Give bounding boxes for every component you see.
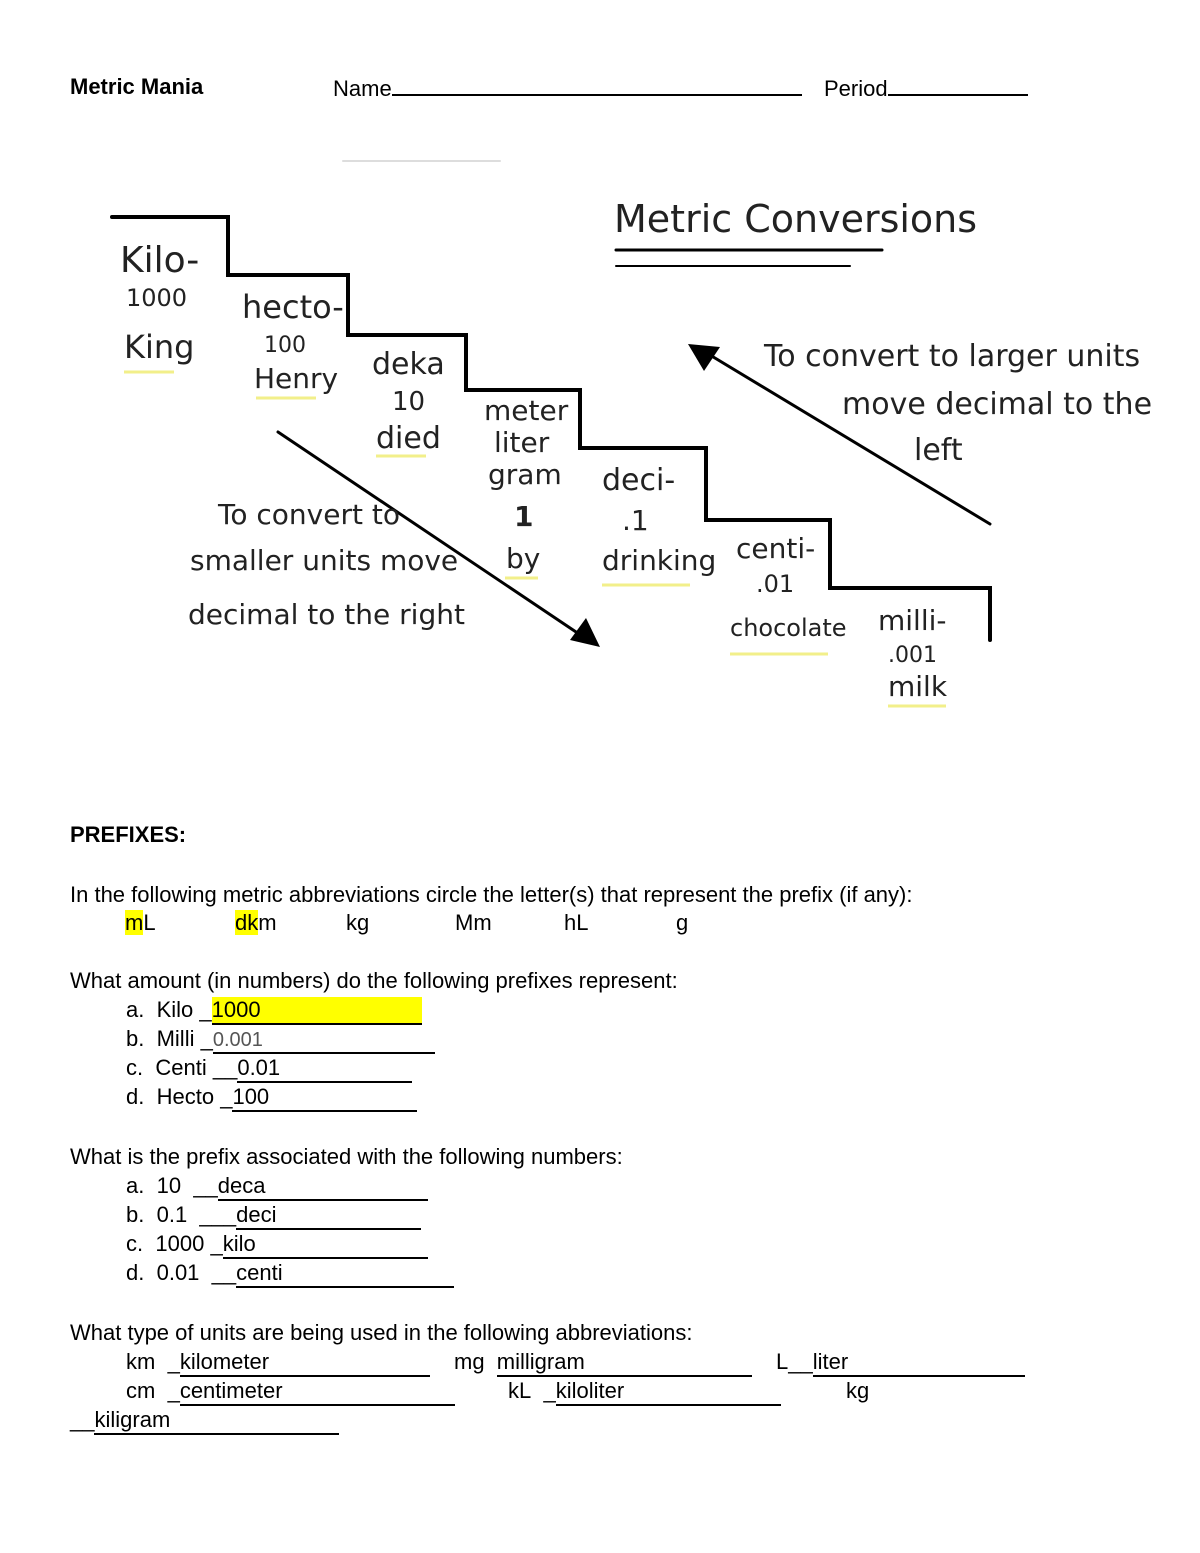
q4-item: mg milligram — [454, 1349, 752, 1377]
abbr-item[interactable]: hL — [564, 910, 589, 935]
abbr-item[interactable]: g — [676, 910, 689, 935]
abbr-item[interactable]: mL — [125, 910, 156, 935]
abbr-item[interactable]: Mm — [455, 910, 492, 935]
q3-item: b. 0.1 ___deci — [126, 1202, 421, 1230]
q2-item: c. Centi __0.01 — [126, 1055, 412, 1083]
q3-item: a. 10 __deca — [126, 1173, 428, 1201]
abbr-item[interactable]: kg — [346, 910, 370, 935]
step-kilo-number: 1000 — [126, 284, 188, 312]
step-deka-prefix: deka — [372, 347, 445, 382]
answer-milli[interactable]: 0.001 — [213, 1029, 435, 1054]
abbr-item[interactable]: dkm — [235, 910, 277, 935]
section-heading: PREFIXES: — [70, 822, 187, 847]
q1-abbreviation-list — [0, 910, 1200, 940]
left-note-line-3: decimal to the right — [188, 598, 465, 631]
q4-abbr-kg: kg — [846, 1378, 870, 1403]
step-kilo-prefix: Kilo- — [120, 240, 200, 281]
answer-10[interactable]: deca — [218, 1173, 428, 1201]
step-deci-mnemonic: drinking — [602, 544, 717, 577]
q2-item: b. Milli _0.001 — [126, 1026, 435, 1054]
step-milli-prefix: milli- — [878, 604, 947, 637]
answer-mg[interactable]: milligram — [497, 1349, 752, 1377]
step-hecto-mnemonic: Henry — [254, 362, 339, 395]
answer-kilo[interactable]: 1000 — [212, 997, 422, 1025]
step-centi-number: .01 — [756, 570, 795, 598]
step-deci-prefix: deci- — [602, 463, 676, 498]
answer-0-01[interactable]: centi — [236, 1260, 454, 1288]
worksheet-title: Metric Mania — [70, 74, 204, 99]
step-centi-mnemonic: chocolate — [730, 614, 847, 642]
step-milli-mnemonic: milk — [888, 670, 948, 703]
q4-item: cm _centimeter — [126, 1378, 455, 1406]
answer-hecto[interactable]: 100 — [232, 1084, 417, 1112]
period-blank[interactable] — [888, 74, 1028, 96]
answer-centi[interactable]: 0.01 — [237, 1055, 412, 1083]
metric-staircase-diagram — [0, 140, 1200, 740]
left-note-line-2: smaller units move — [190, 544, 459, 577]
q4-item: km _kilometer — [126, 1349, 430, 1377]
q2-prompt: What amount (in numbers) do the following prefixes represent: — [70, 968, 678, 993]
right-note-line-3: left — [914, 433, 963, 468]
step-base-liter: liter — [494, 426, 550, 459]
answer-L[interactable]: liter — [813, 1349, 1025, 1377]
q2-item: d. Hecto _100 — [126, 1084, 417, 1112]
q4-prompt: What type of units are being used in the following abbreviations: — [70, 1320, 693, 1345]
step-milli-number: .001 — [888, 643, 937, 668]
answer-0-1[interactable]: deci — [236, 1202, 421, 1230]
answer-km[interactable]: kilometer — [180, 1349, 430, 1377]
step-hecto-number: 100 — [264, 333, 306, 358]
step-base-meter: meter — [484, 394, 569, 427]
step-deka-mnemonic: died — [376, 421, 441, 456]
period-field[interactable] — [824, 74, 1028, 102]
name-blank[interactable] — [392, 74, 802, 96]
q3-item: c. 1000 _kilo — [126, 1231, 428, 1259]
answer-1000[interactable]: kilo — [223, 1231, 428, 1259]
q2-item: a. Kilo _1000 — [126, 997, 422, 1025]
q4-item: kL _kiloliter — [508, 1378, 781, 1406]
step-base-gram: gram — [488, 458, 562, 491]
period-label: Period — [824, 76, 888, 101]
q4-item: L__liter — [776, 1349, 1025, 1377]
diagram-title: Metric Conversions — [614, 197, 978, 241]
left-note-line-1: To convert to — [218, 498, 400, 531]
step-hecto-prefix: hecto- — [242, 288, 344, 326]
right-note-line-1: To convert to larger units — [764, 339, 1141, 374]
q4-item: __kiligram — [70, 1407, 339, 1435]
name-field[interactable] — [333, 74, 802, 102]
q3-prompt: What is the prefix associated with the following numbers: — [70, 1144, 623, 1169]
step-centi-prefix: centi- — [736, 532, 816, 565]
name-label: Name — [333, 76, 392, 101]
step-deka-number: 10 — [392, 387, 426, 417]
step-kilo-mnemonic: King — [124, 328, 195, 366]
answer-cm[interactable]: centimeter — [180, 1378, 455, 1406]
answer-kL[interactable]: kiloliter — [556, 1378, 781, 1406]
step-base-mnemonic: by — [506, 542, 541, 575]
step-deci-number: .1 — [622, 504, 649, 537]
step-base-number: 1 — [514, 500, 534, 533]
q3-item: d. 0.01 __centi — [126, 1260, 454, 1288]
q1-prompt: In the following metric abbreviations circle the letter(s) that represent the prefix (if any): — [70, 882, 913, 907]
right-note-line-2: move decimal to the — [842, 387, 1153, 422]
answer-kg[interactable]: kiligram — [94, 1407, 339, 1435]
